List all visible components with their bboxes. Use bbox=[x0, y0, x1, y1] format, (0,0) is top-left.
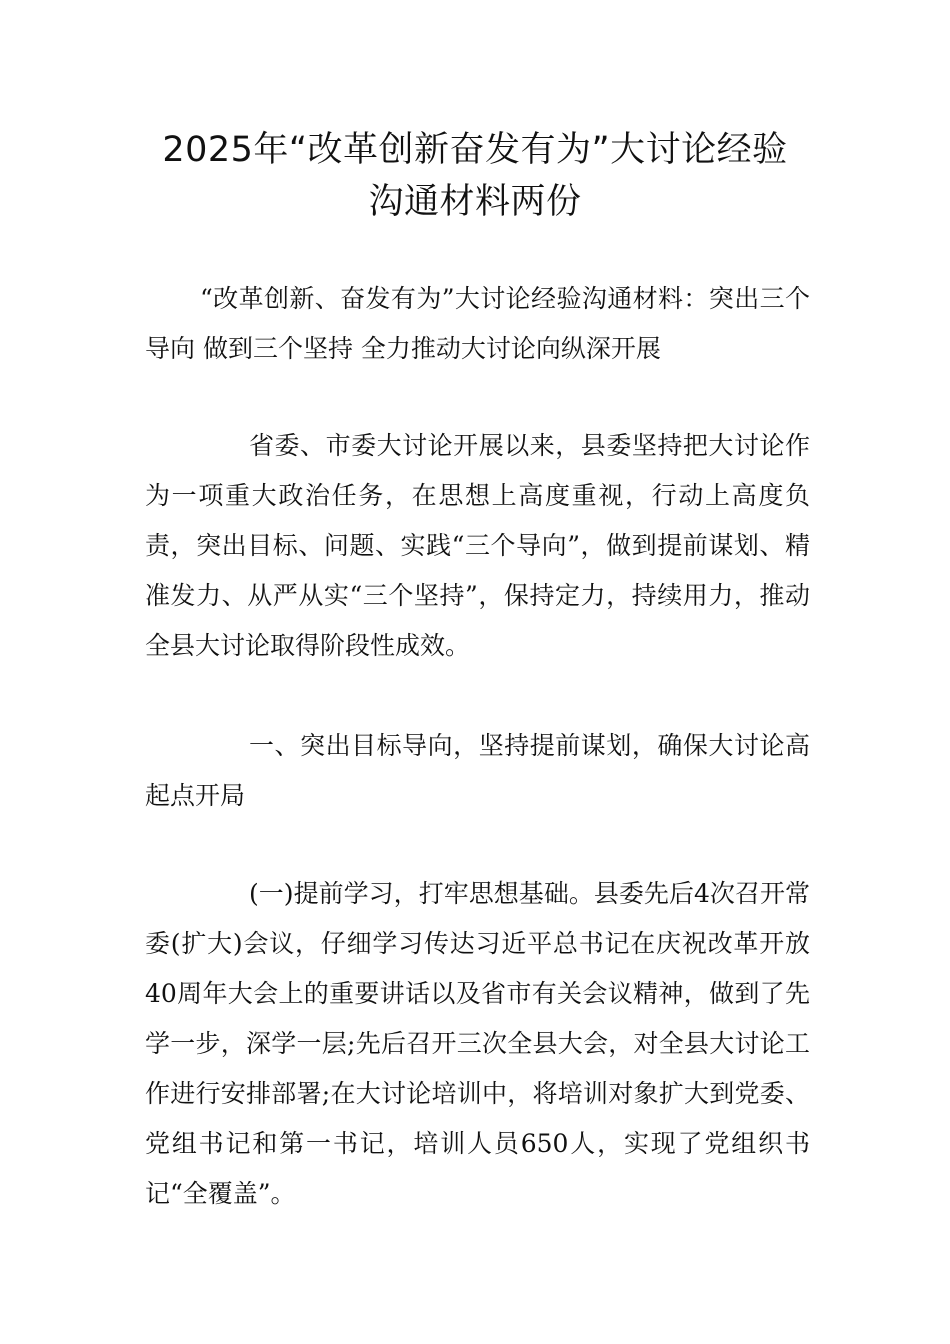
intro-paragraph: 省委、市委大讨论开展以来，县委坚持把大讨论作为一项重大政治任务，在思想上高度重视，行动上高度负责，突出目标、问题、实践“三个导向”，做到提前谋划、精准发力、从严从实“三个坚持”，保持定力，持续用力，推动全县大讨论取得阶段性成效。 bbox=[145, 431, 810, 660]
document-title-line-2: 沟通材料两份 bbox=[368, 182, 582, 222]
document-subtitle: “改革创新、奋发有为”大讨论经验沟通材料：突出三个导向 做到三个坚持 全力推动大讨论向纵深开展 bbox=[145, 284, 810, 363]
document-title-line-1: 2025年“改革创新奋发有为”大讨论经验 bbox=[162, 130, 788, 170]
section-1-item-1-paragraph: (一)提前学习，打牢思想基础。县委先后4次召开常委(扩大)会议，仔细学习传达习近平总书记在庆祝改革开放40周年大会上的重要讲话以及省市有关会议精神，做到了先学一步，深学一层;先后召开三次全县大会，对全县大讨论工作进行安排部署;在大讨论培训中，将培训对象扩大到党委、党组书记和第一书记，培训人员650人，实现了党组织书记“全覆盖”。 bbox=[145, 879, 810, 1208]
section-heading-1: 一、突出目标导向，坚持提前谋划，确保大讨论高起点开局 bbox=[145, 731, 810, 810]
